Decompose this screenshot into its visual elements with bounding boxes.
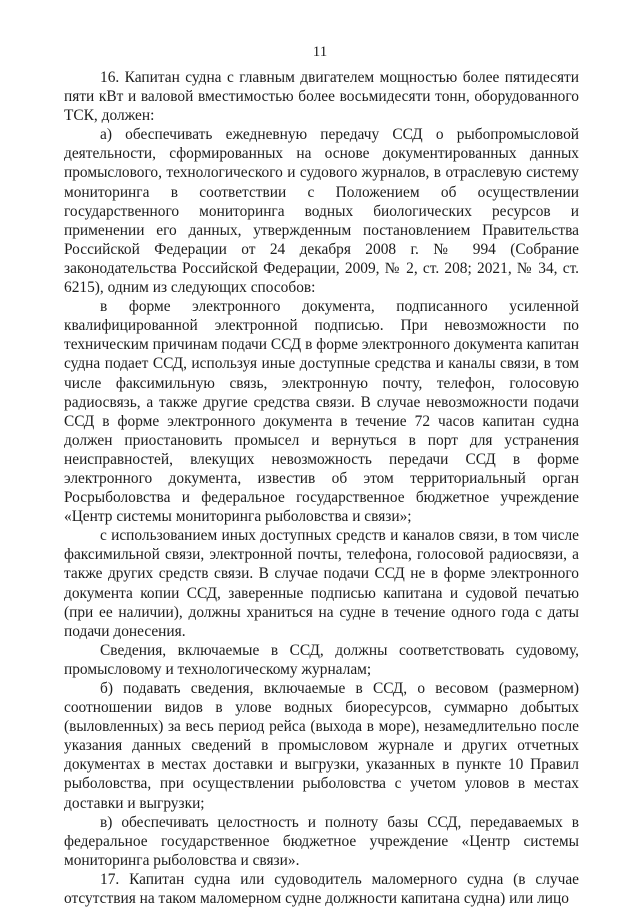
- page-number: 11: [312, 44, 328, 60]
- paragraph-16: 16. Капитан судна с главным двигателем мощностью более пятидесяти пяти кВт и валовой вместимостью более восьмидесяти тонн, оборудованного ТСК, должен:: [64, 69, 579, 125]
- paragraph-16-a: а) обеспечивать ежедневную передачу ССД о рыбопромысловой деятельности, сформированных на основе документированных данных промыслового, технологического и судового журналов, в отраслевую систему мониторинга в соответствии с Положением об осуществлении государственного мониторинга водных биологических ресурсов и применении его данных, утвержденным постановлением Правительства Российской Федерации от 24 декабря 2008 г. № 994 (Собрание законодательства Российской Федерации, 2009, № 2, ст. 208; 2021, № 34, ст. 6215), одним из следующих способов:: [64, 126, 579, 297]
- paragraph-16-b: б) подавать сведения, включаемые в ССД, о весовом (размерном) соотношении видов в улове водных биоресурсов, суммарно добытых (выловленных) за весь период рейса (выхода в море), незамедлительно после указания данных сведений в промысловом журнале и других отчетных документах в местах доставки и выгрузки, указанных в пункте 10 Правил рыболовства, при осуществлении рыболовства с учетом уловов в местах доставки и выгрузки;: [64, 680, 579, 812]
- paragraph-ssd-correspondence: Сведения, включаемые в ССД, должны соответствовать судовому, промысловому и технологическому журналам;: [64, 641, 579, 678]
- paragraph-electronic-document: в форме электронного документа, подписанного усиленной квалифицированной электронной подписью. При невозможности по техническим причинам подачи ССД в форме электронного документа капитан судна подает ССД, используя иные доступные средства и каналы связи, в том числе факсимильную связь, электронную почту, телефон, голосовую радиосвязь, а также другие средства связи. В случае невозможности подачи ССД в форме электронного документа в течение 72 часов капитан судна должен приостановить промысел и вернуться в порт для устранения неисправностей, влекущих невозможность передачи ССД в форме электронного документа, известив об этом территориальный орган Росрыболовства и федеральное государственное бюджетное учреждение «Центр системы мониторинга рыболовства и связи»;: [64, 298, 579, 526]
- paragraph-17: 17. Капитан судна или судоводитель маломерного судна (в случае отсутствия на таком маломерном судне должности капитана судна) или лицо: [64, 870, 579, 908]
- document-body: [64, 68, 579, 908]
- paragraph-16-v: в) обеспечивать целостность и полноту базы ССД, передаваемых в федеральное государственное бюджетное учреждение «Центр системы мониторинга рыболовства и связи».: [64, 813, 579, 869]
- paragraph-other-channels: с использованием иных доступных средств и каналов связи, в том числе факсимильной связи, электронной почты, телефона, голосовой радиосвязи, а также других средств связи. В случае подачи ССД не в форме электронного документа копии ССД, заверенные подписью капитана и судовой печатью (при ее наличии), должны храниться на судне в течение одного года с даты подачи донесения.: [64, 527, 579, 640]
